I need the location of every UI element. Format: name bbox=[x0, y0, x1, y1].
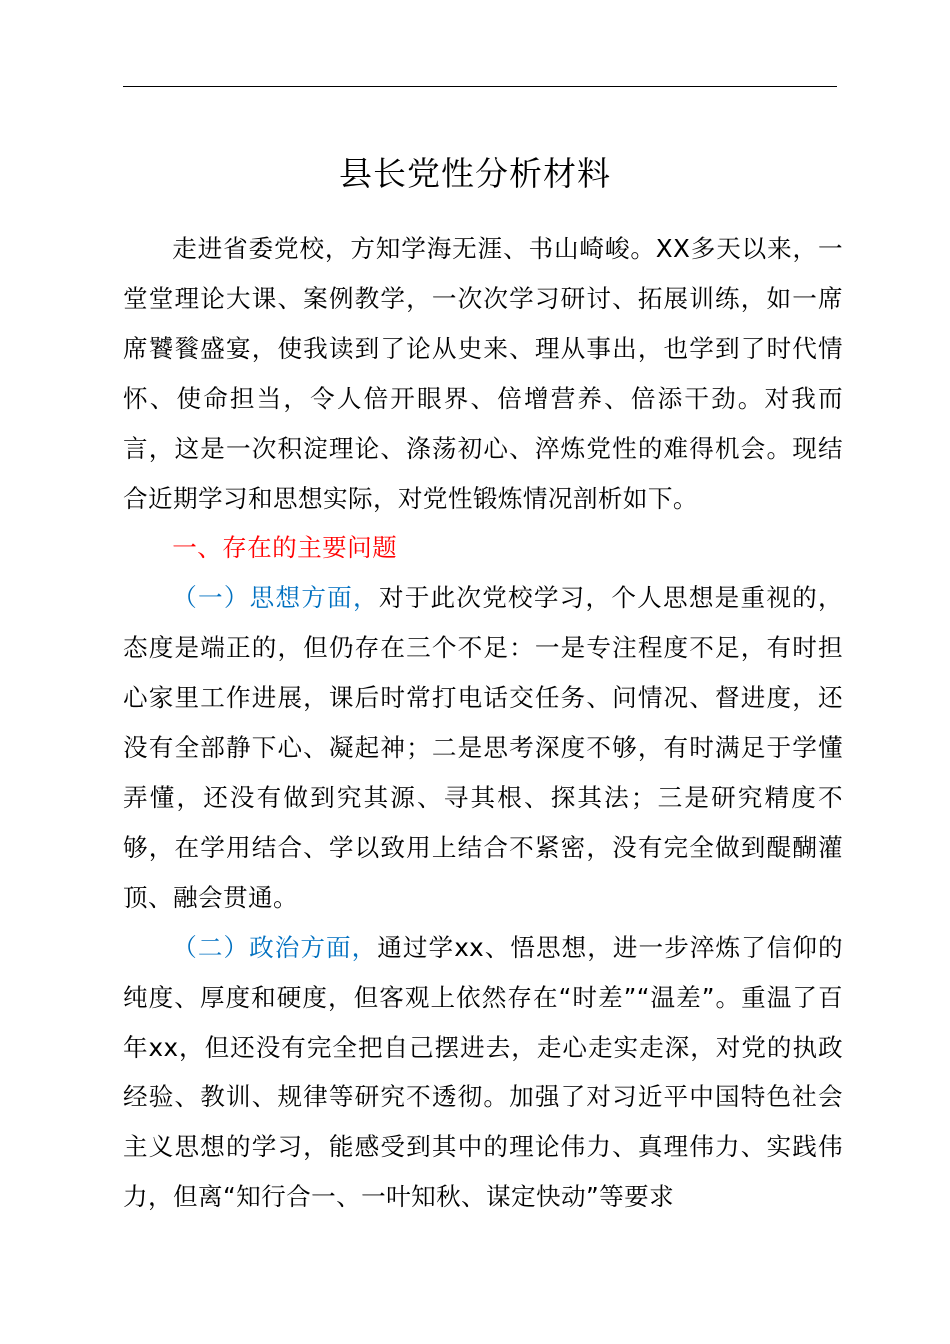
thought-text: 对于此次党校学习，个人思想是重视的，态度是端正的，但仍存在三个不足：一是专注程度不足，有时担心家里工作进展，课后时常打电话交任务、问情况、督进度，还没有全部静下心、凝起神；二是思考深度不够，有时满足于学懂弄懂，还没有做到究其源、寻其根、探其法；三是研究精度不够，在学用结合、学以致用上结合不紧密，没有完全做到醍醐灌顶、融会贯通。 bbox=[123, 583, 844, 912]
document-body bbox=[123, 224, 843, 1222]
political-text: 通过学xx、悟思想，进一步淬炼了信仰的纯度、厚度和硬度，但客观上依然存在“时差”“温差”。重温了百年xx，但还没有完全把自己摆进去，走心走实走深，对党的执政经验、教训、规律等研究不透彻。加强了对习近平中国特色社会主义思想的学习，能感受到其中的理论伟力、真理伟力、实践伟力，但离“知行合一、一叶知秋、谋定快动”等要求 bbox=[123, 932, 843, 1212]
header-rule bbox=[123, 86, 837, 87]
thought-paragraph bbox=[123, 573, 843, 922]
section-heading: 一、存在的主要问题 bbox=[172, 533, 398, 563]
political-paragraph bbox=[123, 923, 843, 1222]
intro-paragraph: 走进省委党校，方知学海无涯、书山崎峻。XX多天以来，一堂堂理论大课、案例教学，一次次学习研讨、拓展训练，如一席席饕餮盛宴，使我读到了论从史来、理从事出，也学到了时代情怀、使命担当，令人倍开眼界、倍增营养、倍添干劲。对我而言，这是一次积淀理论、涤荡初心、淬炼党性的难得机会。现结合近期学习和思想实际，对党性锻炼情况剖析如下。 bbox=[123, 234, 843, 513]
document-title: 县长党性分析材料 bbox=[339, 154, 611, 193]
subheading-political: （二）政治方面， bbox=[172, 932, 378, 962]
subheading-thought: （一）思想方面， bbox=[172, 583, 379, 613]
